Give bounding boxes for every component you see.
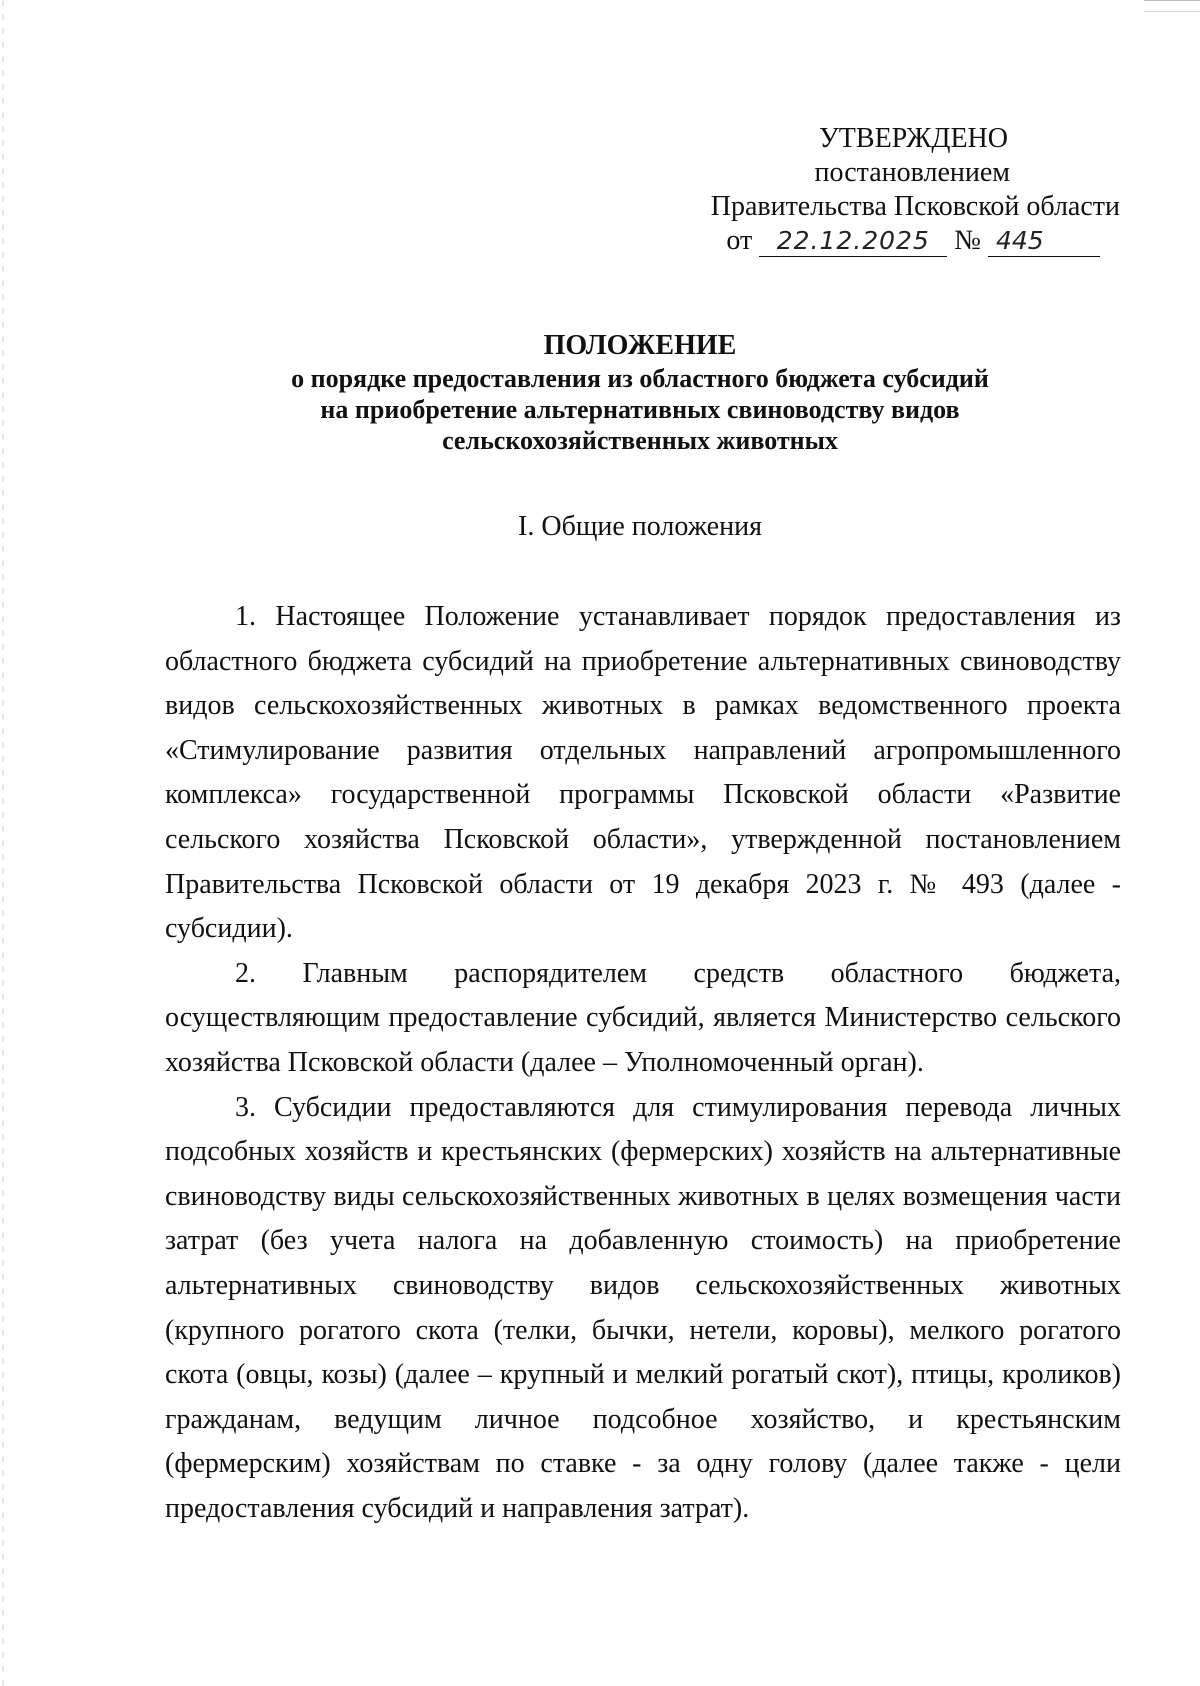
title-line-1: о порядке предоставления из областного бюджета субсидий [291, 364, 989, 393]
paragraph-1: 1. Настоящее Положение устанавливает порядок предоставления из областного бюджета субсидий на приобретение альтернативных свиноводству видов сельскохозяйственных животных в рамках ведомственного проекта «Стимулирование развития отдельных направлений агропромышленного комплекса» государственной программы Псковской области «Развитие сельского хозяйства Псковской области», утвержденной постановлением Правительства Псковской области от 19 декабря 2023 г. № 493 (далее - субсидии). [165, 601, 1121, 945]
decree-date-row [640, 224, 1120, 258]
number-sign: № [954, 225, 981, 256]
document-title [150, 330, 1130, 456]
government-label: Правительства Псковской области [710, 191, 1120, 222]
handwritten-number: 445 [988, 226, 1100, 257]
title-main: ПОЛОЖЕНИЕ [543, 330, 737, 361]
paragraph-3: 3. Субсидии предоставляются для стимулирования перевода личных подсобных хозяйств и крестьянских (фермерских) хозяйств на альтернативные свиноводству виды сельскохозяйственных животных в целях возмещения части затрат (без учета налога на добавленную стоимость) на приобретение альтернативных свиноводству видов сельскохозяйственных животных (крупного рогатого скота (телки, бычки, нетели, коровы), мелкого рогатого скота (овцы, козы) (далее – крупный и мелкий рогатый скот), птицы, кроликов) гражданам, ведущим личное подсобное хозяйство, и крестьянским (фермерским) хозяйствам по ставке - за одну голову (далее также - цели предоставления субсидий и направления затрат). [165, 1091, 1121, 1524]
from-label: от [726, 225, 753, 256]
section-heading: I. Общие положения [518, 511, 762, 542]
approved-label: УТВЕРЖДЕНО [818, 123, 1008, 154]
handwritten-date: 22.12.2025 [759, 226, 947, 257]
approval-block [640, 122, 1120, 258]
document-body [165, 595, 1121, 1531]
scan-edge-artifact [2, 0, 4, 1686]
title-line-2: на приобретение альтернативных свиноводству видов [320, 395, 960, 424]
paragraph-2: 2. Главным распорядителем средств областного бюджета, осуществляющим предоставление субсидий, является Министерство сельского хозяйства Псковской области (далее – Уполномоченный орган). [165, 957, 1121, 1078]
decree-label: постановлением [814, 157, 1010, 188]
title-line-3: сельскохозяйственных животных [442, 426, 838, 455]
scan-corner-artifact [1144, 0, 1200, 12]
